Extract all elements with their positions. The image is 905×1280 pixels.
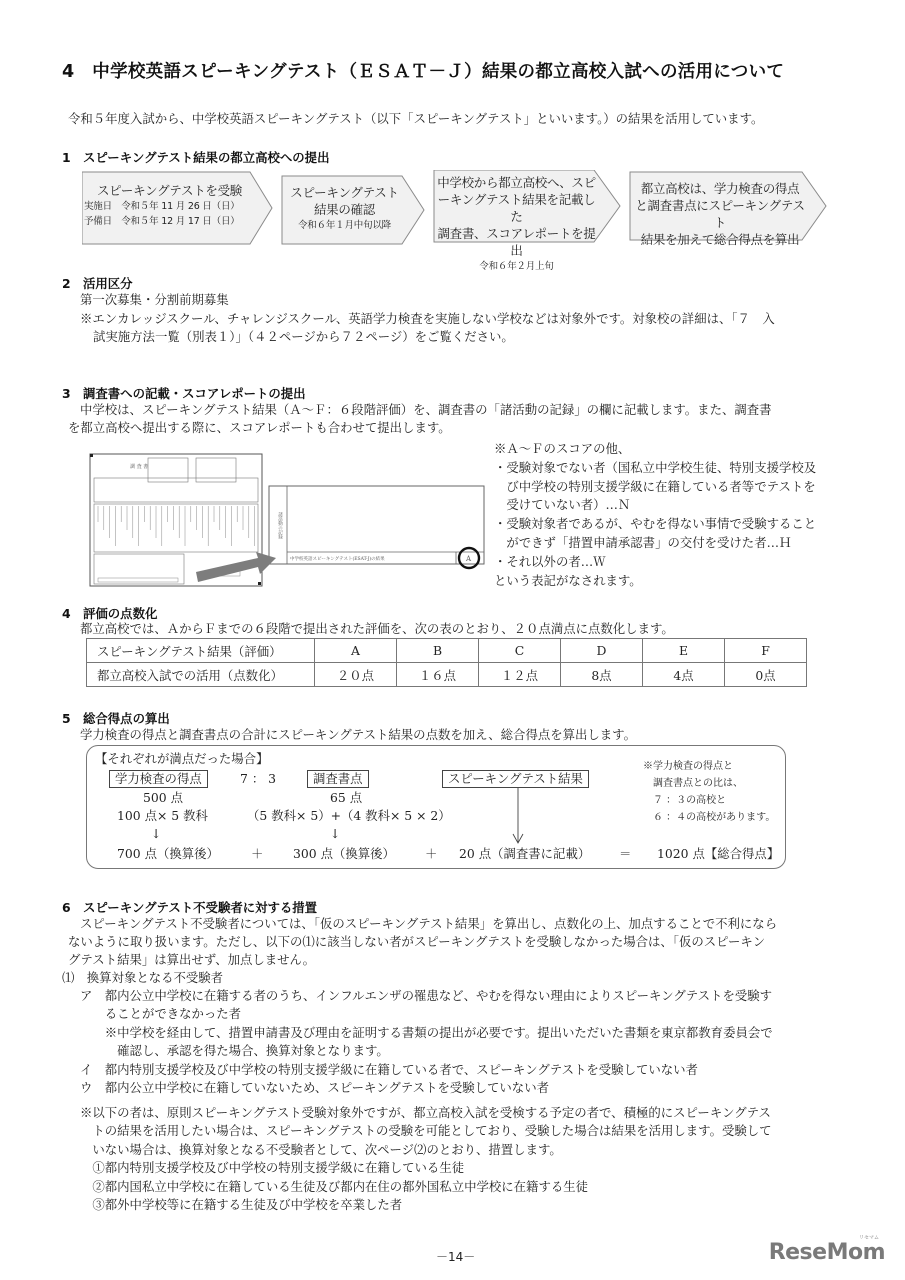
note-line: トの結果を活用したい場合は、スピーキングテストの受験を可能としており、受験した場合は結果を活用します。受験して bbox=[80, 1123, 772, 1139]
non-examinee-list bbox=[80, 987, 773, 1097]
flow-step-2 bbox=[282, 184, 407, 233]
row-label-text: 中学校英語スピーキングテスト(ESAT-J)の結果 bbox=[290, 557, 385, 562]
flow-step-3-line-1: 中学校から都立高校へ、スピ bbox=[437, 175, 596, 190]
flow-step-4-line-2: と調査書点にスピーキングテスト bbox=[635, 198, 805, 230]
list-item: イ 都内特別支援学校及び中学校の特別支援学級に在籍している者で、スピーキングテストを受験していない者 bbox=[80, 1061, 698, 1077]
score-note-line: という表記がなされます。 bbox=[494, 572, 642, 588]
section3-para-line2: を都立高校へ提出する際に、スコアレポートも合わせて提出します。 bbox=[68, 420, 451, 435]
points-cell: １６点 bbox=[397, 663, 479, 687]
report-points: 65 点 bbox=[330, 790, 363, 805]
logo-text: ReseMom bbox=[768, 1240, 885, 1265]
score-note-line: ・受験対象でない者（国私立中学校生徒、特別支援学校及 bbox=[494, 459, 817, 475]
score-note-line: ・受験対象者であるが、やむを得ない事情で受験すること bbox=[494, 516, 817, 532]
table-row-points bbox=[87, 663, 807, 687]
score-note-line: ・それ以外の者…Ｗ bbox=[494, 553, 606, 569]
speaking-label-wrap bbox=[442, 770, 589, 788]
section6-para-line2: ないように取り扱います。ただし、以下の⑴に該当しない者がスピーキングテストを受験しなかった場合は、「仮のスピーキン bbox=[68, 934, 766, 949]
note-line: ※以下の者は、原則スピーキングテスト受験対象外ですが、都立高校入試を受検する予定の者で、積極的にスピーキングテス bbox=[80, 1105, 771, 1120]
section3-heading: 3 調査書への記載・スコアレポートの提出 bbox=[62, 386, 306, 401]
points-cell: 0点 bbox=[725, 663, 807, 687]
intro-text: 令和５年度入試から、中学校英語スピーキングテスト（以下「スピーキングテスト」といいます。）の結果を活用しています。 bbox=[68, 111, 764, 126]
exam-points: 500 点 bbox=[143, 790, 183, 805]
flow-step-3-line-2: ーキングテスト結果を記載した bbox=[437, 192, 596, 224]
section6-para-line1: スピーキングテスト不受験者については、「仮のスピーキングテスト結果」を算出し、点数化の上、加点することで不利になら bbox=[80, 916, 778, 931]
report-calc: （5 教科× 5）+（4 教科× 5 × 2） bbox=[247, 808, 451, 823]
flow-step-4-line-3: 結果を加えて総合得点を算出 bbox=[640, 232, 800, 247]
plus-sign-2: ＋ bbox=[425, 846, 438, 861]
total-score: 1020 点【総合得点】 bbox=[657, 846, 780, 861]
flow-step-1-date-1: 実施日 令和５年 11 月 26 日（日） bbox=[84, 201, 240, 212]
grade-cell: D bbox=[561, 639, 643, 663]
flow-step-1-title: スピーキングテストを受験 bbox=[96, 183, 243, 198]
vertical-label-text: 諸活動の記録 bbox=[277, 512, 283, 539]
points-cell: １２点 bbox=[479, 663, 561, 687]
flow-step-3-date: 令和６年２月上旬 bbox=[479, 261, 554, 272]
section2-heading: 2 活用区分 bbox=[62, 276, 133, 291]
report-score-label: 調査書点 bbox=[307, 770, 369, 788]
total-score-box bbox=[86, 745, 786, 869]
flow-step-1-date-2: 予備日 令和５年 12 月 17 日（日） bbox=[84, 216, 240, 227]
score-note-line: ※Ａ～Ｆのスコアの他、 bbox=[494, 441, 631, 456]
report-arrow: ↓ bbox=[330, 826, 341, 841]
score-note-line: ができず「措置申請承認書」の交付を受けた者…Ｈ bbox=[494, 534, 792, 550]
score-note-line: 受けていない者）…Ｎ bbox=[494, 497, 631, 513]
list-item: ウ 都内公立中学校に在籍していないため、スピーキングテストを受験していない者 bbox=[80, 1080, 549, 1096]
speaking-arrow-icon bbox=[512, 788, 524, 844]
table-header-points: 都立高校入試での活用（点数化） bbox=[87, 663, 315, 687]
list-item: 確認し、承認を得た場合、換算対象となります。 bbox=[80, 1043, 389, 1059]
resemom-logo bbox=[768, 1235, 885, 1265]
equals-sign: ＝ bbox=[619, 846, 632, 861]
flow-step-2-line-1: スピーキングテスト bbox=[290, 185, 399, 200]
flow-step-4-line-1: 都立高校は、学力検査の得点 bbox=[640, 181, 800, 196]
note-line: いない場合は、換算対象となる不受験者として、次ページ⑵のとおり、措置します。 bbox=[80, 1141, 562, 1157]
flow-step-3-line-3: 調査書、スコアレポートを提出 bbox=[437, 226, 596, 258]
points-cell: 4点 bbox=[643, 663, 725, 687]
report-converted: 300 点（換算後） bbox=[293, 846, 395, 861]
grade-cell: B bbox=[397, 639, 479, 663]
score-notes bbox=[494, 440, 816, 590]
report-form-drawing bbox=[86, 448, 486, 598]
note-line: ③都外中学校等に在籍する生徒及び中学校を卒業した者 bbox=[80, 1197, 403, 1213]
points-cell: 8点 bbox=[561, 663, 643, 687]
speaking-result-label: スピーキングテスト結果 bbox=[442, 770, 589, 788]
section2-line1: 第一次募集・分割前期募集 bbox=[80, 292, 229, 307]
flow-step-3 bbox=[434, 174, 599, 274]
exam-calc: 100 点× 5 教科 bbox=[117, 808, 208, 823]
grade-cell: A bbox=[315, 639, 397, 663]
grade-mark-text: A bbox=[466, 555, 472, 563]
ratio-side-note bbox=[643, 758, 775, 826]
grade-cell: F bbox=[725, 639, 807, 663]
flow-step-2-line-2: 結果の確認 bbox=[313, 202, 375, 217]
page-title: 4 中学校英語スピーキングテスト（ＥＳＡＴ－Ｊ）結果の都立高校入試への活用について bbox=[62, 62, 785, 82]
section6-para-line3: グテスト結果」は算出せず、加点しません。 bbox=[68, 952, 316, 967]
flow-step-1 bbox=[82, 182, 257, 229]
exam-arrow: ↓ bbox=[151, 826, 162, 841]
section1-heading: 1 スピーキングテスト結果の都立高校への提出 bbox=[62, 150, 330, 165]
section4-heading: 4 評価の点数化 bbox=[62, 606, 158, 621]
eligibility-note bbox=[80, 1104, 772, 1214]
list-item: ※中学校を経由して、措置申請書及び理由を証明する書類の提出が必要です。提出いただいた書類を東京都教育委員会で bbox=[80, 1024, 773, 1040]
side-note-line: ６ ：４の高校があります。 bbox=[643, 812, 776, 823]
ratio-text: 7 ： 3 bbox=[240, 771, 277, 786]
note-line: ①都内特別支援学校及び中学校の特別支援学級に在籍している生徒 bbox=[80, 1160, 465, 1176]
exam-score-label: 学力検査の得点 bbox=[109, 770, 208, 788]
section4-para: 都立高校では、ＡからＦまでの６段階で提出された評価を、次の表のとおり、２０点満点に点数化します。 bbox=[80, 621, 674, 636]
section3-para-line1: 中学校は、スピーキングテスト結果（Ａ～Ｆ：６段階評価）を、調査書の「諸活動の記録」の欄に記載します。また、調査書 bbox=[80, 402, 772, 417]
speaking-points: 20 点（調査書に記載） bbox=[459, 846, 591, 861]
form-title-text: 調 査 書 bbox=[130, 464, 149, 470]
points-cell: ２０点 bbox=[315, 663, 397, 687]
score-note-line: び中学校の特別支援学級に在籍している者等でテストを bbox=[494, 478, 816, 494]
flow-step-2-date: 令和６年１月中旬以降 bbox=[297, 220, 391, 231]
section6-heading: 6 スピーキングテスト不受験者に対する措置 bbox=[62, 900, 318, 915]
plus-sign-1: ＋ bbox=[251, 846, 264, 861]
submission-flow-diagram bbox=[82, 170, 842, 272]
exam-label-wrap bbox=[109, 770, 208, 788]
grade-cell: E bbox=[643, 639, 725, 663]
report-label-wrap bbox=[307, 770, 369, 788]
section6-subheading: ⑴ 換算対象となる不受験者 bbox=[62, 970, 224, 985]
table-header-grade: スピーキングテスト結果（評価） bbox=[87, 639, 315, 663]
list-item: ア 都内公立中学校に在籍する者のうち、インフルエンザの罹患など、やむを得ない理由によりスピーキングテストを受験す bbox=[80, 988, 773, 1003]
report-form-illustration bbox=[86, 448, 486, 598]
list-item: ることができなかった者 bbox=[80, 1006, 242, 1022]
note-line: ②都内国私立中学校に在籍している生徒及び都内在住の都外国私立中学校に在籍する生徒 bbox=[80, 1178, 589, 1194]
section2-note-line2: 試実施方法一覧（別表１）」（４２ページから７２ページ）をご覧ください。 bbox=[93, 329, 514, 344]
table-row-grades bbox=[87, 639, 807, 663]
side-note-line: ※学力検査の得点と bbox=[643, 761, 733, 772]
flow-step-4 bbox=[630, 180, 810, 248]
full-score-caption: 【それぞれが満点だった場合】 bbox=[95, 751, 269, 766]
score-conversion-table bbox=[86, 638, 807, 687]
page-number: －14－ bbox=[436, 1250, 476, 1264]
side-note-line: ７ ：３の高校と bbox=[643, 795, 727, 806]
logo-kana: リセマム bbox=[859, 1235, 879, 1241]
exam-converted: 700 点（換算後） bbox=[117, 846, 219, 861]
section5-heading: 5 総合得点の算出 bbox=[62, 711, 170, 726]
side-note-line: 調査書点との比は、 bbox=[643, 778, 743, 789]
section5-para: 学力検査の得点と調査書点の合計にスピーキングテスト結果の点数を加え、総合得点を算出します。 bbox=[80, 727, 636, 742]
grade-cell: C bbox=[479, 639, 561, 663]
section2-note-line1: ※エンカレッジスクール、チャレンジスクール、英語学力検査を実施しない学校などは対象外です。対象校の詳細は、「７ 入 bbox=[80, 311, 775, 326]
